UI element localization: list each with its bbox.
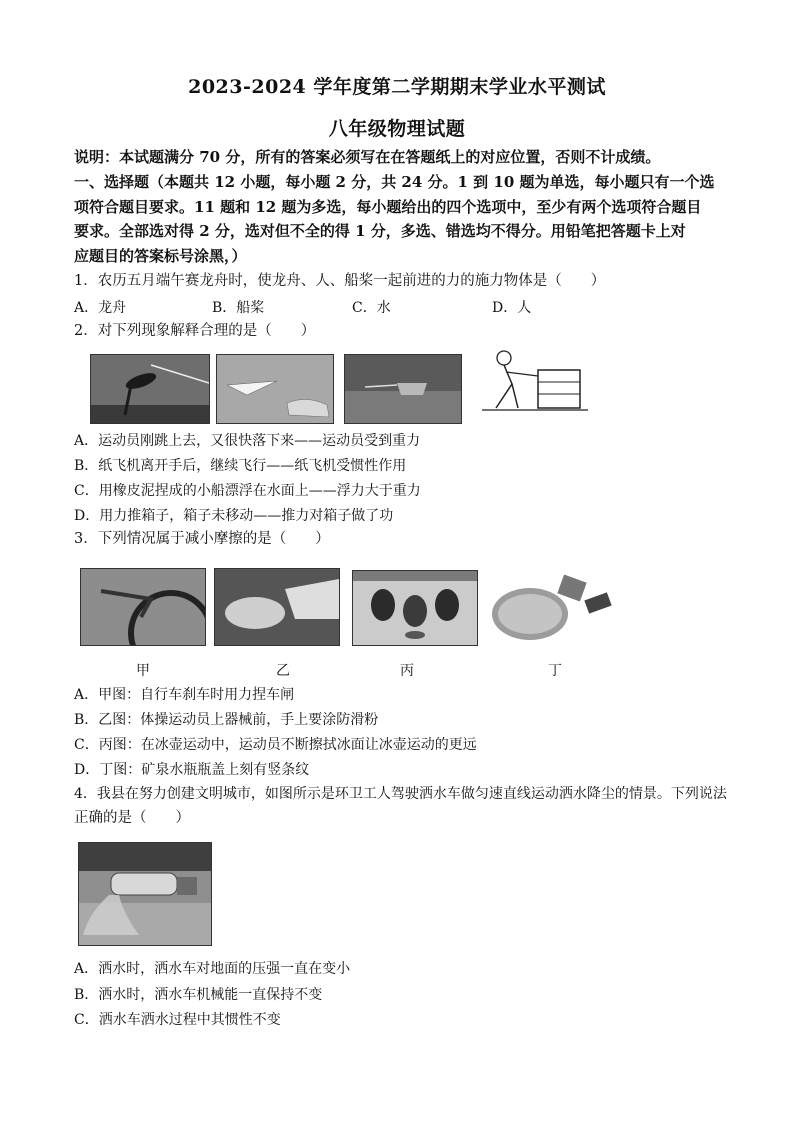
section1-line-1: 一、选择题（本题共 12 小题，每小题 2 分，共 24 分。1 到 10 题为单选，每小题只有一个选 xyxy=(74,173,715,191)
high-jump-photo xyxy=(90,354,210,424)
caption-jia: 甲 xyxy=(136,663,150,679)
q1-option-c: C．水 xyxy=(352,300,391,316)
q2-option-a: A．运动员刚跳上去，又很快落下来——运动员受到重力 xyxy=(74,433,421,449)
bottle-cap-photo xyxy=(490,570,616,642)
push-box-illustration xyxy=(482,348,588,416)
q3-option-b: B．乙图：体操运动员上器械前，手上要涂防滑粉 xyxy=(74,712,379,728)
chalk-powder-photo xyxy=(214,568,340,646)
paper-plane-photo xyxy=(216,354,334,424)
bicycle-brake-photo xyxy=(80,568,206,646)
caption-bing: 丙 xyxy=(400,663,414,679)
caption-ding: 丁 xyxy=(548,663,562,679)
q1-option-a: A．龙舟 xyxy=(74,300,127,316)
q3-option-a: A．甲图：自行车刹车时用力捏车闸 xyxy=(74,687,295,703)
q2-stem: 2．对下列现象解释合理的是（ ） xyxy=(74,323,316,339)
q2-option-d: D．用力推箱子，箱子未移动——推力对箱子做了功 xyxy=(74,508,394,524)
instructions: 说明：本试题满分 70 分，所有的答案必须写在在答题纸上的对应位置，否则不计成绩。 xyxy=(74,148,661,166)
exam-title: 2023-2024 学年度第二学期期末学业水平测试 xyxy=(188,76,606,98)
q3-option-d: D．丁图：矿泉水瓶瓶盖上刻有竖条纹 xyxy=(74,762,310,778)
curling-photo xyxy=(352,570,478,646)
q2-option-c: C．用橡皮泥捏成的小船漂浮在水面上——浮力大于重力 xyxy=(74,483,421,499)
section1-line-4: 应题目的答案标号涂黑，） xyxy=(74,247,247,265)
section1-line-2: 项符合题目要求。11 题和 12 题为多选，每小题给出的四个选项中，至少有两个选项符合题目 xyxy=(74,198,702,216)
q2-option-b: B．纸飞机离开手后，继续飞行——纸飞机受惯性作用 xyxy=(74,458,407,474)
q4-option-b: B．洒水时，洒水车机械能一直保持不变 xyxy=(74,987,323,1003)
q1-option-d: D．人 xyxy=(492,300,532,316)
exam-subtitle: 八年级物理试题 xyxy=(328,118,466,140)
q4-stem-line-2: 正确的是（ ） xyxy=(74,810,190,826)
section1-line-3: 要求。全部选对得 2 分，选对但不全的得 1 分，多选、错选均不得分。用铅笔把答题卡上对 xyxy=(74,222,686,240)
q3-stem: 3．下列情况属于减小摩擦的是（ ） xyxy=(74,531,330,547)
q3-option-c: C．丙图：在冰壶运动中，运动员不断擦拭冰面让冰壶运动的更远 xyxy=(74,737,477,753)
q4-option-c: C．洒水车洒水过程中其惯性不变 xyxy=(74,1012,281,1028)
q1-option-b: B．船桨 xyxy=(212,300,265,316)
caption-yi: 乙 xyxy=(276,663,290,679)
q4-option-a: A．洒水时，洒水车对地面的压强一直在变小 xyxy=(74,961,351,977)
clay-boat-photo xyxy=(344,354,462,424)
q4-stem-line-1: 4．我县在努力创建文明城市，如图所示是环卫工人驾驶洒水车做匀速直线运动洒水降尘的情景。下列说法 xyxy=(74,786,727,802)
sprinkler-truck-photo xyxy=(78,842,212,946)
q1-stem: 1．农历五月端午赛龙舟时，使龙舟、人、船桨一起前进的力的施力物体是（ ） xyxy=(74,273,606,289)
